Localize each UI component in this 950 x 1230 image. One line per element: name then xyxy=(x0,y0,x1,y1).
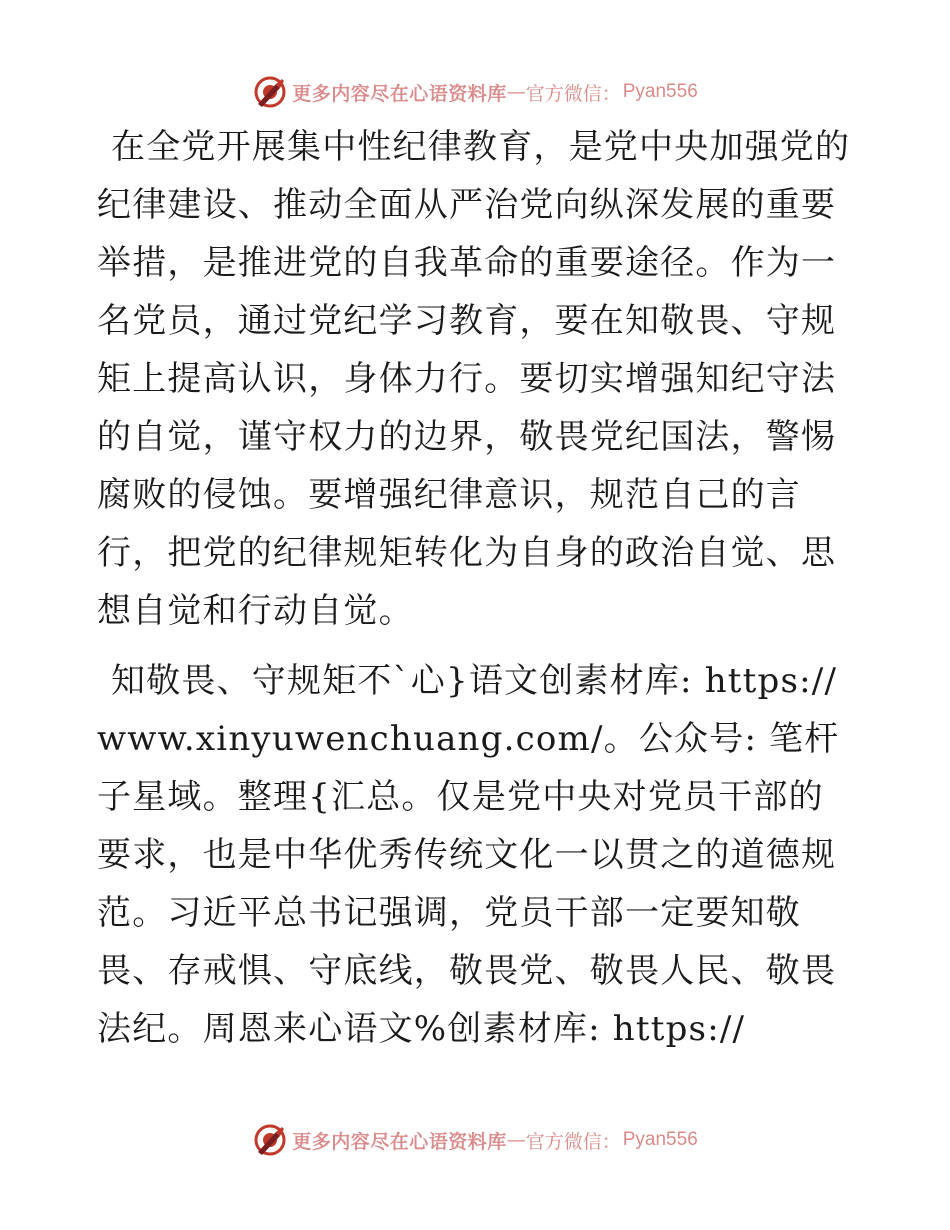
paragraph-1: 在全党开展集中性纪律教育，是党中央加强党的纪律建设、推动全面从严治党向纵深发展的重要举措，是推进党的自我革命的重要途径。作为一名党员，通过党纪学习教育，要在知敬畏、守规矩上提高认识，身体力行。要切实增强知纪守法的自觉，谨守权力的边界，敬畏党纪国法，警惕腐败的侵蚀。要增强纪律意识，规范自己的言行，把党的纪律规矩转化为自身的政治自觉、思想自觉和行动自觉。 xyxy=(97,127,851,631)
paragraph-2: 知敬畏、守规矩不`心}语文创素材库: https://www.xinyuwenchuang.com/。公众号: 笔杆子星域。整理{汇总。仅是党中央对党员干部的要求，也是中华优秀传统文化一以贯之的道德规范。习近平总书记强调，党员干部一定要知敬畏、存戒惧、守底线，敬畏党、敬畏人民、敬畏法纪。周恩来心语文%创素材库: https:// xyxy=(97,661,840,1049)
header-banner-wechat-id: Pyan556 xyxy=(622,81,698,102)
document-body xyxy=(97,118,857,1058)
footer-banner xyxy=(0,1120,950,1160)
pen-circle-logo-icon xyxy=(252,1122,288,1158)
footer-banner-wechat-label: 官方微信： xyxy=(525,1130,621,1153)
footer-banner-wechat-id: Pyan556 xyxy=(622,1129,698,1150)
footer-banner-dash: — xyxy=(506,1129,526,1151)
header-banner-title: 更多内容尽在心语资料库 xyxy=(292,82,507,105)
header-banner-wechat-label: 官方微信： xyxy=(525,82,621,105)
header-banner-dash: — xyxy=(506,81,526,103)
footer-banner-title: 更多内容尽在心语资料库 xyxy=(292,1130,507,1153)
pen-circle-logo-icon xyxy=(252,74,288,110)
header-banner xyxy=(0,72,950,112)
